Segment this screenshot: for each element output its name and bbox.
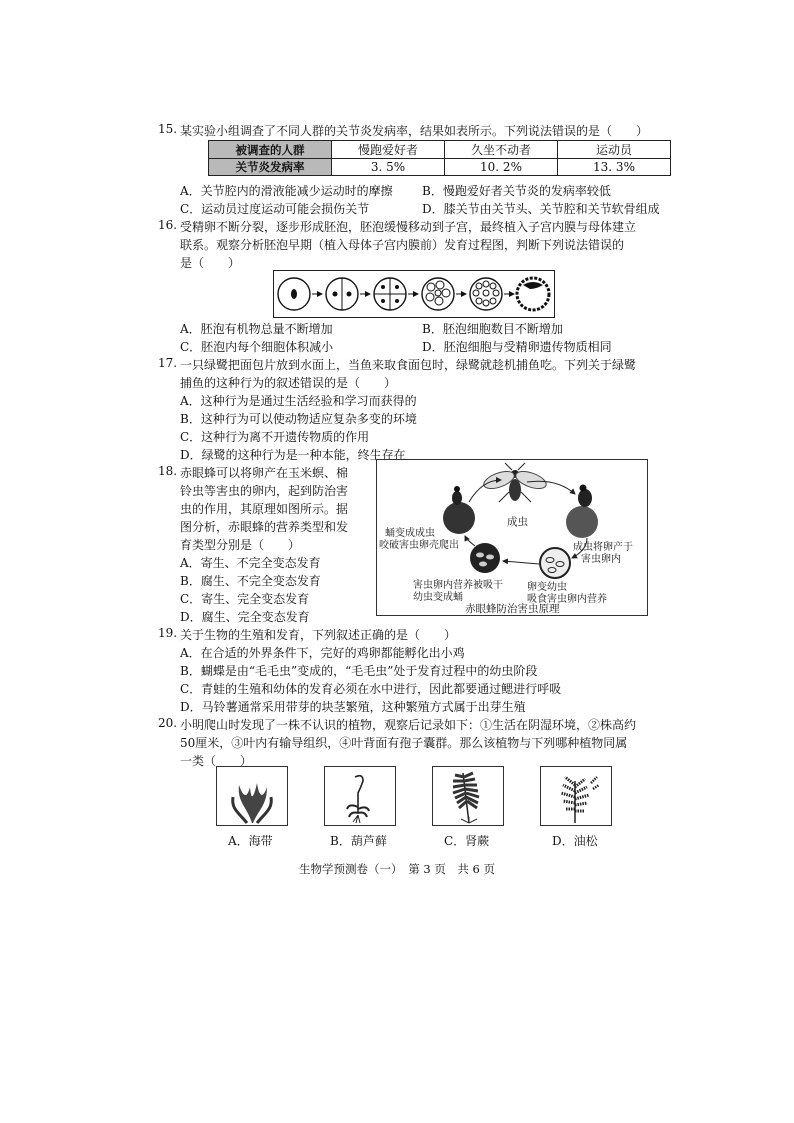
question-15-stem: 某实验小组调查了不同人群的关节炎发病率，结果如表所示。下列说法错误的是（ ） (180, 124, 649, 138)
q19-option-a: A．在合适的外界条件下，完好的鸡卵都能孵化出小鸡 (180, 646, 465, 660)
q16-option-b: B．胚泡细胞数目不断增加 (422, 322, 563, 336)
two-cell-stage (326, 278, 358, 310)
question-19-number: 19. (158, 626, 178, 640)
label-emerge-1: 蛹变成成虫 (385, 528, 435, 539)
q17-option-a: A．这种行为是通过生活经验和学习而获得的 (180, 394, 417, 408)
kelp-icon (217, 767, 287, 825)
q15-option-c: C．运动员过度运动可能会损伤关节 (180, 202, 370, 216)
question-18-number: 18. (158, 464, 178, 478)
question-20-stem-line-2: 50厘米，③叶内有输导组织，④叶背面有孢子囊群。那么该植物与下列哪种植物同属 (180, 736, 628, 750)
pine-picture (540, 766, 612, 826)
fern-picture (432, 766, 504, 826)
larva-in-egg-icon (540, 548, 570, 578)
question-18-stem-line-3: 虫的作用，其原理如图所示。据 (180, 502, 349, 516)
question-20-stem-line-3: 一类（ ） (180, 754, 253, 768)
label-lay-2: 害虫卵内 (581, 554, 621, 565)
blastocyst-development-figure (273, 270, 555, 318)
zygote-stage (278, 278, 310, 310)
question-20-number: 20. (158, 716, 178, 730)
table-group: 慢跑爱好者 (332, 141, 445, 159)
q15-option-d: D．膝关节由关节头、关节腔和关节软骨组成 (422, 202, 660, 216)
question-16-stem-line-1: 受精卵不断分裂，逐步形成胚泡，胚泡缓慢移动到子宫，最终植入子宫内膜与母体建立 (180, 220, 637, 234)
q15-option-b: B．慢跑爱好者关节炎的发病率较低 (422, 184, 611, 198)
fern-icon (433, 767, 503, 825)
blastocyst-stage (517, 278, 549, 310)
moss-icon (325, 767, 395, 825)
q20-option-b: B．葫芦藓 (330, 834, 387, 848)
q17-option-b: B．这种行为可以使动物适应复杂多变的环境 (180, 412, 417, 426)
q18-option-c: C．寄生、完全变态发育 (180, 592, 310, 606)
question-15-number: 15. (158, 122, 178, 136)
table-value: 13. 3% (558, 159, 671, 176)
morula-stage (422, 278, 454, 310)
q16-option-d: D．胚泡细胞与受精卵遗传物质相同 (422, 340, 612, 354)
pine-icon (541, 767, 611, 825)
pupa-in-egg-icon (470, 543, 500, 573)
question-16-stem-line-3: 是（ ） (180, 256, 241, 270)
question-18-stem-line-2: 铃虫等害虫的卵内，起到防治害 (180, 484, 349, 498)
question-17-number: 17. (158, 356, 178, 370)
q17-option-d: D．绿鹭的这种行为是一种本能，终生存在 (180, 448, 406, 462)
q19-option-d: D．马铃薯通常采用带芽的块茎繁殖，这种繁殖方式属于出芽生殖 (180, 700, 526, 714)
q20-option-c: C．肾蕨 (444, 834, 490, 848)
question-19-stem: 关于生物的生殖和发育，下列叙述正确的是（ ） (180, 628, 457, 642)
label-pupa-1: 害虫卵内营养被吸干 (413, 580, 503, 591)
table-value: 10. 2% (445, 159, 558, 176)
host-egg-with-wasp-icon (566, 485, 598, 539)
trichogramma-lifecycle-figure (376, 459, 648, 616)
label-larva-2: 吸食害虫卵内营养 (527, 594, 607, 605)
label-lay-1: 成虫将卵产于 (573, 542, 633, 553)
figure-caption: 赤眼蜂防治害虫原理 (465, 603, 560, 615)
question-18-stem-line-4: 图分析，赤眼蜂的营养类型和发 (180, 520, 349, 534)
question-20-stem-line-1: 小明爬山时发现了一株不认识的植物，观察后记录如下：①生活在阴湿环境，②株高约 (180, 718, 637, 732)
incidence-table (208, 140, 671, 176)
question-16-stem-line-2: 联系。观察分析胚泡早期（植入母体子宫内膜前）发育过程图，判断下列说法错误的 (180, 238, 625, 252)
question-18-stem-line-5: 育类型分别是（ ） (180, 538, 301, 552)
multicell-stage (470, 278, 502, 310)
table-value: 3. 5% (332, 159, 445, 176)
emerging-adult-egg-icon (443, 486, 475, 534)
q18-option-a: A．寄生、不完全变态发育 (180, 556, 321, 570)
table-row-label: 关节炎发病率 (209, 159, 332, 176)
adult-wasp-icon (482, 463, 549, 502)
question-17-stem-line-1: 一只绿鹭把面包片放到水面上，当鱼来取食面包时，绿鹭就趁机捕鱼吃。下列关于绿鹭 (180, 358, 637, 372)
q20-option-d: D．油松 (552, 834, 598, 848)
blastocyst-stages (274, 271, 554, 317)
label-adult: 成虫 (507, 516, 528, 528)
question-17-stem-line-2: 捕鱼的这种行为的叙述错误的是（ ） (180, 376, 397, 390)
q16-option-c: C．胚泡内每个细胞体积减小 (180, 340, 334, 354)
q19-option-b: B．蝴蝶是由“毛毛虫”变成的，“毛毛虫”处于发育过程中的幼虫阶段 (180, 664, 538, 678)
table-group: 久坐不动者 (445, 141, 558, 159)
q18-option-d: D．腐生、完全变态发育 (180, 610, 310, 624)
q18-option-b: B．腐生、不完全变态发育 (180, 574, 321, 588)
question-18-stem-line-1: 赤眼蜂可以将卵产在玉米螟、棉 (180, 466, 349, 480)
label-pupa-2: 幼虫变成蛹 (413, 592, 463, 603)
four-cell-stage (374, 278, 406, 310)
kelp-picture (216, 766, 288, 826)
label-emerge-2: 咬破害虫卵壳爬出 (379, 540, 459, 551)
page-footer: 生物学预测卷（一） 第 3 页 共 6 页 (298, 862, 495, 876)
q19-option-c: C．青蛙的生殖和幼体的发育必须在水中进行，因此都要通过鳃进行呼吸 (180, 682, 562, 696)
moss-picture (324, 766, 396, 826)
q17-option-c: C．这种行为离不开遗传物质的作用 (180, 430, 370, 444)
q20-option-a: A．海带 (228, 834, 273, 848)
label-larva-1: 卵变幼虫 (527, 582, 567, 593)
table-group: 运动员 (558, 141, 671, 159)
q16-option-a: A．胚泡有机物总量不断增加 (180, 322, 333, 336)
table-header-label: 被调查的人群 (209, 141, 332, 159)
q15-option-a: A．关节腔内的滑液能减少运动时的摩擦 (180, 184, 393, 198)
question-16-number: 16. (158, 218, 178, 232)
